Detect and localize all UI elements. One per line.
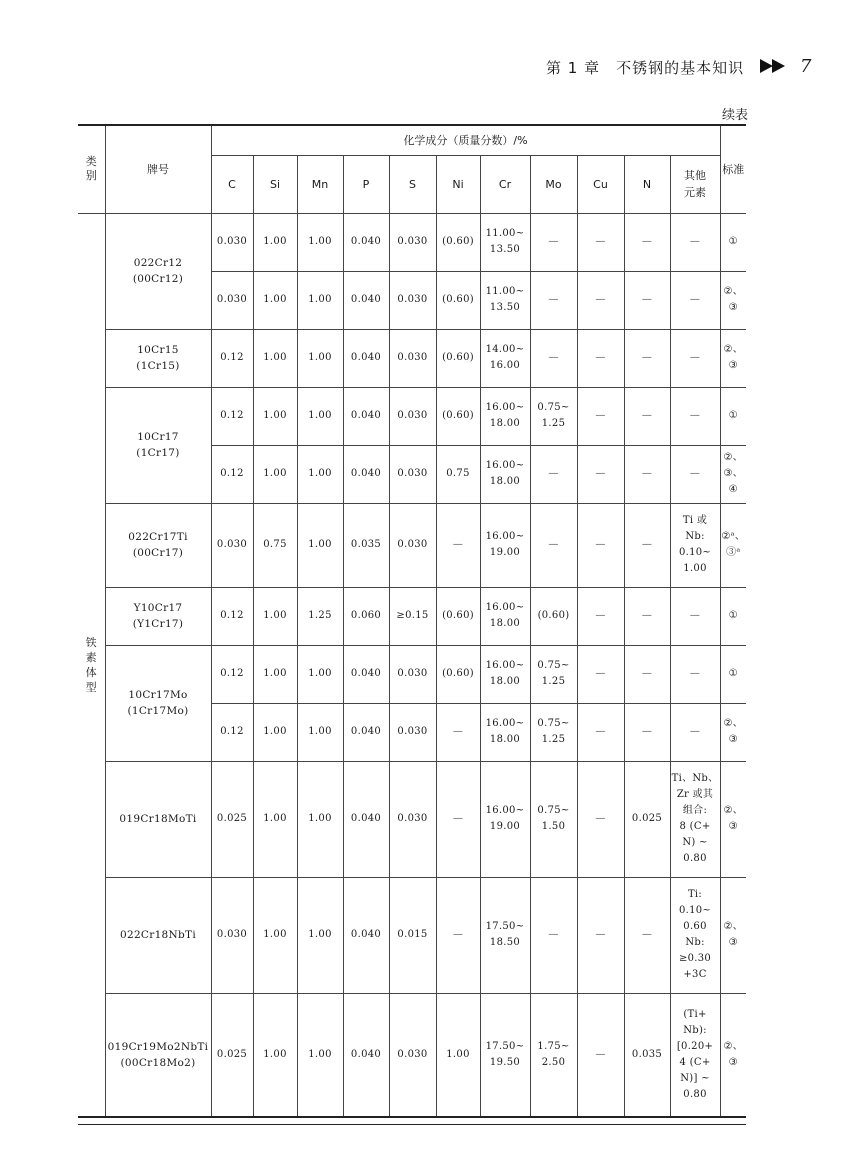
value-n: — (624, 271, 670, 329)
value-ni: — (436, 503, 480, 587)
value-mn: 1.00 (297, 993, 343, 1117)
value-mn: 1.00 (297, 503, 343, 587)
header-grade: 牌号 (105, 125, 211, 213)
header-element-1: Si (253, 155, 297, 213)
value-c: 0.030 (211, 877, 253, 993)
value-cu: — (577, 503, 624, 587)
value-p: 0.040 (343, 993, 389, 1117)
value-other: — (670, 271, 720, 329)
value-n: — (624, 877, 670, 993)
grade-cell: 10Cr17 (1Cr17) (105, 387, 211, 503)
value-cr: 16.00~ 19.00 (480, 503, 530, 587)
value-mn: 1.00 (297, 703, 343, 761)
value-mo: 0.75~ 1.50 (530, 761, 577, 877)
value-p: 0.040 (343, 329, 389, 387)
table-row (78, 877, 746, 993)
value-n: — (624, 645, 670, 703)
value-c: 0.12 (211, 645, 253, 703)
value-s: 0.030 (389, 503, 436, 587)
table-row (78, 329, 746, 387)
value-mo: — (530, 445, 577, 503)
value-p: 0.035 (343, 503, 389, 587)
value-n: — (624, 445, 670, 503)
value-s: 0.030 (389, 761, 436, 877)
bottom-rule (78, 1124, 746, 1125)
value-cr: 16.00~ 18.00 (480, 587, 530, 645)
value-n: — (624, 587, 670, 645)
value-cu: — (577, 387, 624, 445)
header-element-9: N (624, 155, 670, 213)
value-si: 1.00 (253, 645, 297, 703)
value-p: 0.040 (343, 213, 389, 271)
value-mo: 0.75~ 1.25 (530, 387, 577, 445)
value-mn: 1.00 (297, 329, 343, 387)
value-cr: 11.00~ 13.50 (480, 213, 530, 271)
value-std: ① (720, 213, 746, 271)
value-mn: 1.00 (297, 645, 343, 703)
value-mn: 1.00 (297, 387, 343, 445)
category-cell: 铁素体型 (78, 213, 105, 1117)
value-other: — (670, 587, 720, 645)
value-mo: — (530, 213, 577, 271)
value-other: — (670, 387, 720, 445)
value-mo: 0.75~ 1.25 (530, 645, 577, 703)
value-s: 0.030 (389, 213, 436, 271)
value-si: 1.00 (253, 213, 297, 271)
value-ni: 0.75 (436, 445, 480, 503)
value-other: (Ti+ Nb): [0.20+ 4 (C+ N)] ~ 0.80 (670, 993, 720, 1117)
value-s: 0.030 (389, 645, 436, 703)
table-row (78, 993, 746, 1117)
value-cr: 16.00~ 18.00 (480, 703, 530, 761)
grade-cell: 019Cr18MoTi (105, 761, 211, 877)
value-si: 1.00 (253, 761, 297, 877)
value-other: — (670, 329, 720, 387)
value-ni: — (436, 761, 480, 877)
value-s: 0.030 (389, 387, 436, 445)
table-row (78, 387, 746, 445)
value-p: 0.040 (343, 645, 389, 703)
value-cr: 16.00~ 19.00 (480, 761, 530, 877)
composition-table (78, 124, 746, 1118)
value-cr: 14.00~ 16.00 (480, 329, 530, 387)
value-si: 1.00 (253, 587, 297, 645)
value-std: ②、③ (720, 329, 746, 387)
value-c: 0.025 (211, 761, 253, 877)
value-p: 0.040 (343, 761, 389, 877)
value-ni: (0.60) (436, 213, 480, 271)
header-composition: 化学成分（质量分数）/% (211, 125, 720, 155)
value-cr: 17.50~ 19.50 (480, 993, 530, 1117)
value-s: 0.015 (389, 877, 436, 993)
value-si: 1.00 (253, 703, 297, 761)
value-mn: 1.25 (297, 587, 343, 645)
grade-cell: 022Cr17Ti (00Cr17) (105, 503, 211, 587)
value-other: Ti: 0.10~ 0.60 Nb: ≥0.30 +3C (670, 877, 720, 993)
value-std: ②、③ (720, 761, 746, 877)
value-s: 0.030 (389, 271, 436, 329)
grade-cell: 022Cr12 (00Cr12) (105, 213, 211, 329)
grade-cell: 10Cr15 (1Cr15) (105, 329, 211, 387)
value-std: ②、③、 ④ (720, 445, 746, 503)
grade-cell: 019Cr19Mo2NbTi (00Cr18Mo2) (105, 993, 211, 1117)
value-ni: (0.60) (436, 645, 480, 703)
value-si: 1.00 (253, 329, 297, 387)
value-p: 0.040 (343, 445, 389, 503)
value-c: 0.12 (211, 329, 253, 387)
value-std: ① (720, 587, 746, 645)
value-mo: — (530, 329, 577, 387)
value-other: — (670, 445, 720, 503)
value-s: 0.030 (389, 993, 436, 1117)
value-cu: — (577, 877, 624, 993)
value-ni: — (436, 877, 480, 993)
value-cu: — (577, 445, 624, 503)
value-p: 0.060 (343, 587, 389, 645)
value-p: 0.040 (343, 703, 389, 761)
value-c: 0.12 (211, 587, 253, 645)
value-c: 0.025 (211, 993, 253, 1117)
value-ni: (0.60) (436, 271, 480, 329)
value-p: 0.040 (343, 877, 389, 993)
header-category: 类别 (78, 125, 105, 213)
value-other: Ti、Nb、 Zr 或其 组合: 8 (C+ N) ~ 0.80 (670, 761, 720, 877)
value-mn: 1.00 (297, 445, 343, 503)
table-row (78, 587, 746, 645)
value-c: 0.12 (211, 703, 253, 761)
value-std: ②ᵃ、③ᵃ (720, 503, 746, 587)
value-std: ②、③ (720, 993, 746, 1117)
value-si: 1.00 (253, 445, 297, 503)
value-mo: 1.75~ 2.50 (530, 993, 577, 1117)
value-mo: — (530, 877, 577, 993)
value-std: ②、③ (720, 877, 746, 993)
value-c: 0.030 (211, 213, 253, 271)
value-si: 0.75 (253, 503, 297, 587)
value-c: 0.12 (211, 445, 253, 503)
value-cr: 16.00~ 18.00 (480, 387, 530, 445)
value-mn: 1.00 (297, 271, 343, 329)
header-standard: 标准 (720, 125, 746, 213)
value-ni: (0.60) (436, 329, 480, 387)
value-other: — (670, 703, 720, 761)
header-element-7: Mo (530, 155, 577, 213)
value-n: 0.035 (624, 993, 670, 1117)
value-mo: — (530, 503, 577, 587)
header-element-3: P (343, 155, 389, 213)
value-n: — (624, 503, 670, 587)
value-std: ① (720, 387, 746, 445)
value-cr: 11.00~ 13.50 (480, 271, 530, 329)
value-std: ②、③ (720, 271, 746, 329)
header-element-6: Cr (480, 155, 530, 213)
value-cr: 16.00~ 18.00 (480, 645, 530, 703)
grade-cell: Y10Cr17 (Y1Cr17) (105, 587, 211, 645)
value-cu: — (577, 587, 624, 645)
double-arrow-icon (760, 58, 790, 78)
value-cu: — (577, 645, 624, 703)
value-other: Ti 或 Nb: 0.10~ 1.00 (670, 503, 720, 587)
header-element-10: 其他元素 (670, 155, 720, 213)
value-p: 0.040 (343, 271, 389, 329)
continued-label: 续表 (722, 108, 749, 123)
value-s: 0.030 (389, 329, 436, 387)
value-s: ≥0.15 (389, 587, 436, 645)
value-mn: 1.00 (297, 877, 343, 993)
header-element-8: Cu (577, 155, 624, 213)
value-cu: — (577, 703, 624, 761)
grade-cell: 10Cr17Mo (1Cr17Mo) (105, 645, 211, 761)
page-number: 7 (800, 56, 812, 77)
value-mn: 1.00 (297, 213, 343, 271)
value-std: ① (720, 645, 746, 703)
grade-cell: 022Cr18NbTi (105, 877, 211, 993)
value-s: 0.030 (389, 703, 436, 761)
table-row (78, 213, 746, 271)
value-n: 0.025 (624, 761, 670, 877)
header-element-5: Ni (436, 155, 480, 213)
header-element-2: Mn (297, 155, 343, 213)
value-si: 1.00 (253, 877, 297, 993)
value-ni: 1.00 (436, 993, 480, 1117)
value-ni: — (436, 703, 480, 761)
table-row (78, 503, 746, 587)
value-ni: (0.60) (436, 587, 480, 645)
table-row (78, 761, 746, 877)
value-p: 0.040 (343, 387, 389, 445)
value-cu: — (577, 213, 624, 271)
value-other: — (670, 213, 720, 271)
value-ni: (0.60) (436, 387, 480, 445)
value-cr: 16.00~ 18.00 (480, 445, 530, 503)
chapter-header: 第 1 章 不锈钢的基本知识 (546, 59, 745, 77)
value-other: — (670, 645, 720, 703)
value-c: 0.030 (211, 503, 253, 587)
value-n: — (624, 387, 670, 445)
header-element-0: C (211, 155, 253, 213)
value-cu: — (577, 271, 624, 329)
value-cu: — (577, 761, 624, 877)
value-mo: (0.60) (530, 587, 577, 645)
value-si: 1.00 (253, 993, 297, 1117)
value-mo: — (530, 271, 577, 329)
value-si: 1.00 (253, 387, 297, 445)
value-cu: — (577, 993, 624, 1117)
value-n: — (624, 213, 670, 271)
value-mo: 0.75~ 1.25 (530, 703, 577, 761)
value-n: — (624, 329, 670, 387)
value-s: 0.030 (389, 445, 436, 503)
value-cr: 17.50~ 18.50 (480, 877, 530, 993)
value-std: ②、③ (720, 703, 746, 761)
value-mn: 1.00 (297, 761, 343, 877)
value-n: — (624, 703, 670, 761)
table-row (78, 645, 746, 703)
value-c: 0.030 (211, 271, 253, 329)
value-c: 0.12 (211, 387, 253, 445)
value-cu: — (577, 329, 624, 387)
header-element-4: S (389, 155, 436, 213)
value-si: 1.00 (253, 271, 297, 329)
